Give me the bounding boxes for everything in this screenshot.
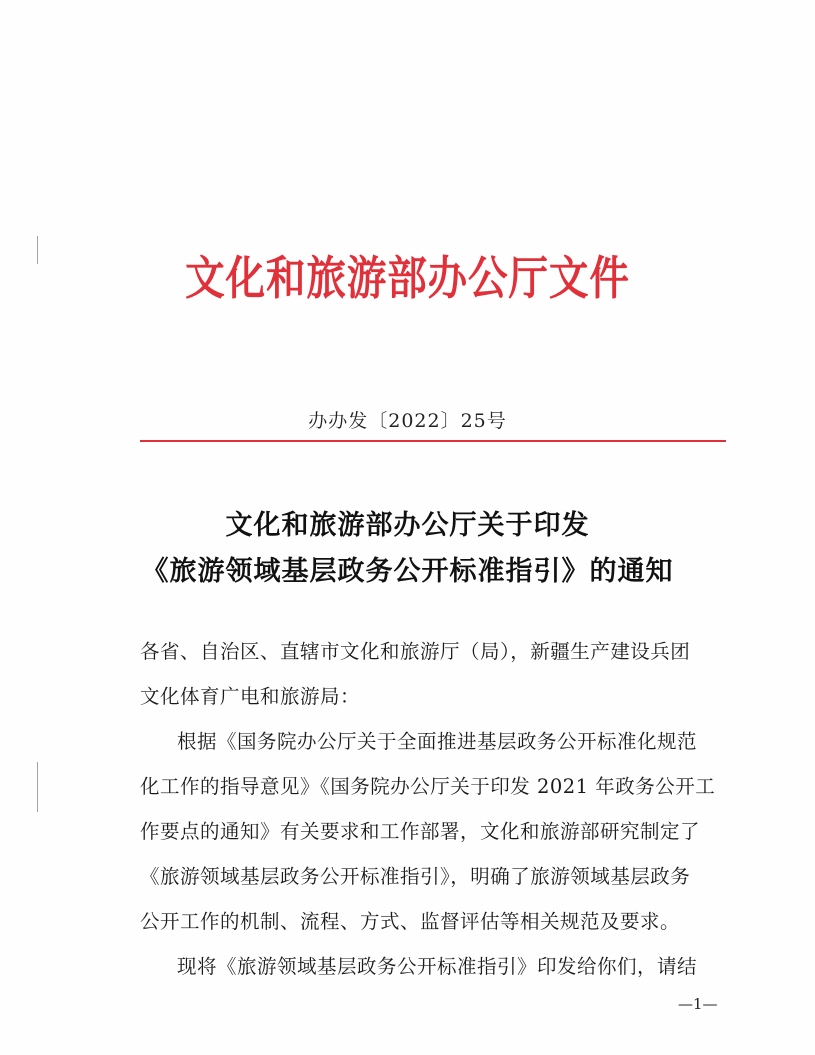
document-number: 办办发〔2022〕25号 [308,410,507,432]
paragraph-1-line-1: 根据《国务院办公厅关于全面推进基层政务公开标准化规范 [177,730,698,753]
masthead-title: 文化和旅游部办公厅文件 [185,251,630,305]
addressee-line-2: 文化体育广电和旅游局： [140,685,361,708]
red-separator-rule [140,440,726,442]
notice-title-line-1: 文化和旅游部办公厅关于印发 [225,510,590,541]
paragraph-1-line-2: 化工作的指导意见》《国务院办公厅关于印发 2021 年政务公开工 [140,775,716,798]
scan-mark-bottom [37,762,38,812]
scan-mark-top [37,236,38,264]
page-number: —1— [678,995,718,1013]
paragraph-2-line-1: 现将《旅游领域基层政务公开标准指引》印发给你们，请结 [177,955,698,978]
notice-title-line-2: 《旅游领域基层政务公开标准指引》的通知 [141,556,674,587]
paragraph-1-line-3: 作要点的通知》有关要求和工作部署，文化和旅游部研究制定了 [140,820,701,843]
paragraph-1-line-5: 公开工作的机制、流程、方式、监督评估等相关规范及要求。 [140,910,681,933]
addressee-line-1: 各省、自治区、直辖市文化和旅游厅（局），新疆生产建设兵团 [140,640,691,663]
paragraph-1-line-4: 《旅游领域基层政务公开标准指引》，明确了旅游领域基层政务 [140,865,691,888]
